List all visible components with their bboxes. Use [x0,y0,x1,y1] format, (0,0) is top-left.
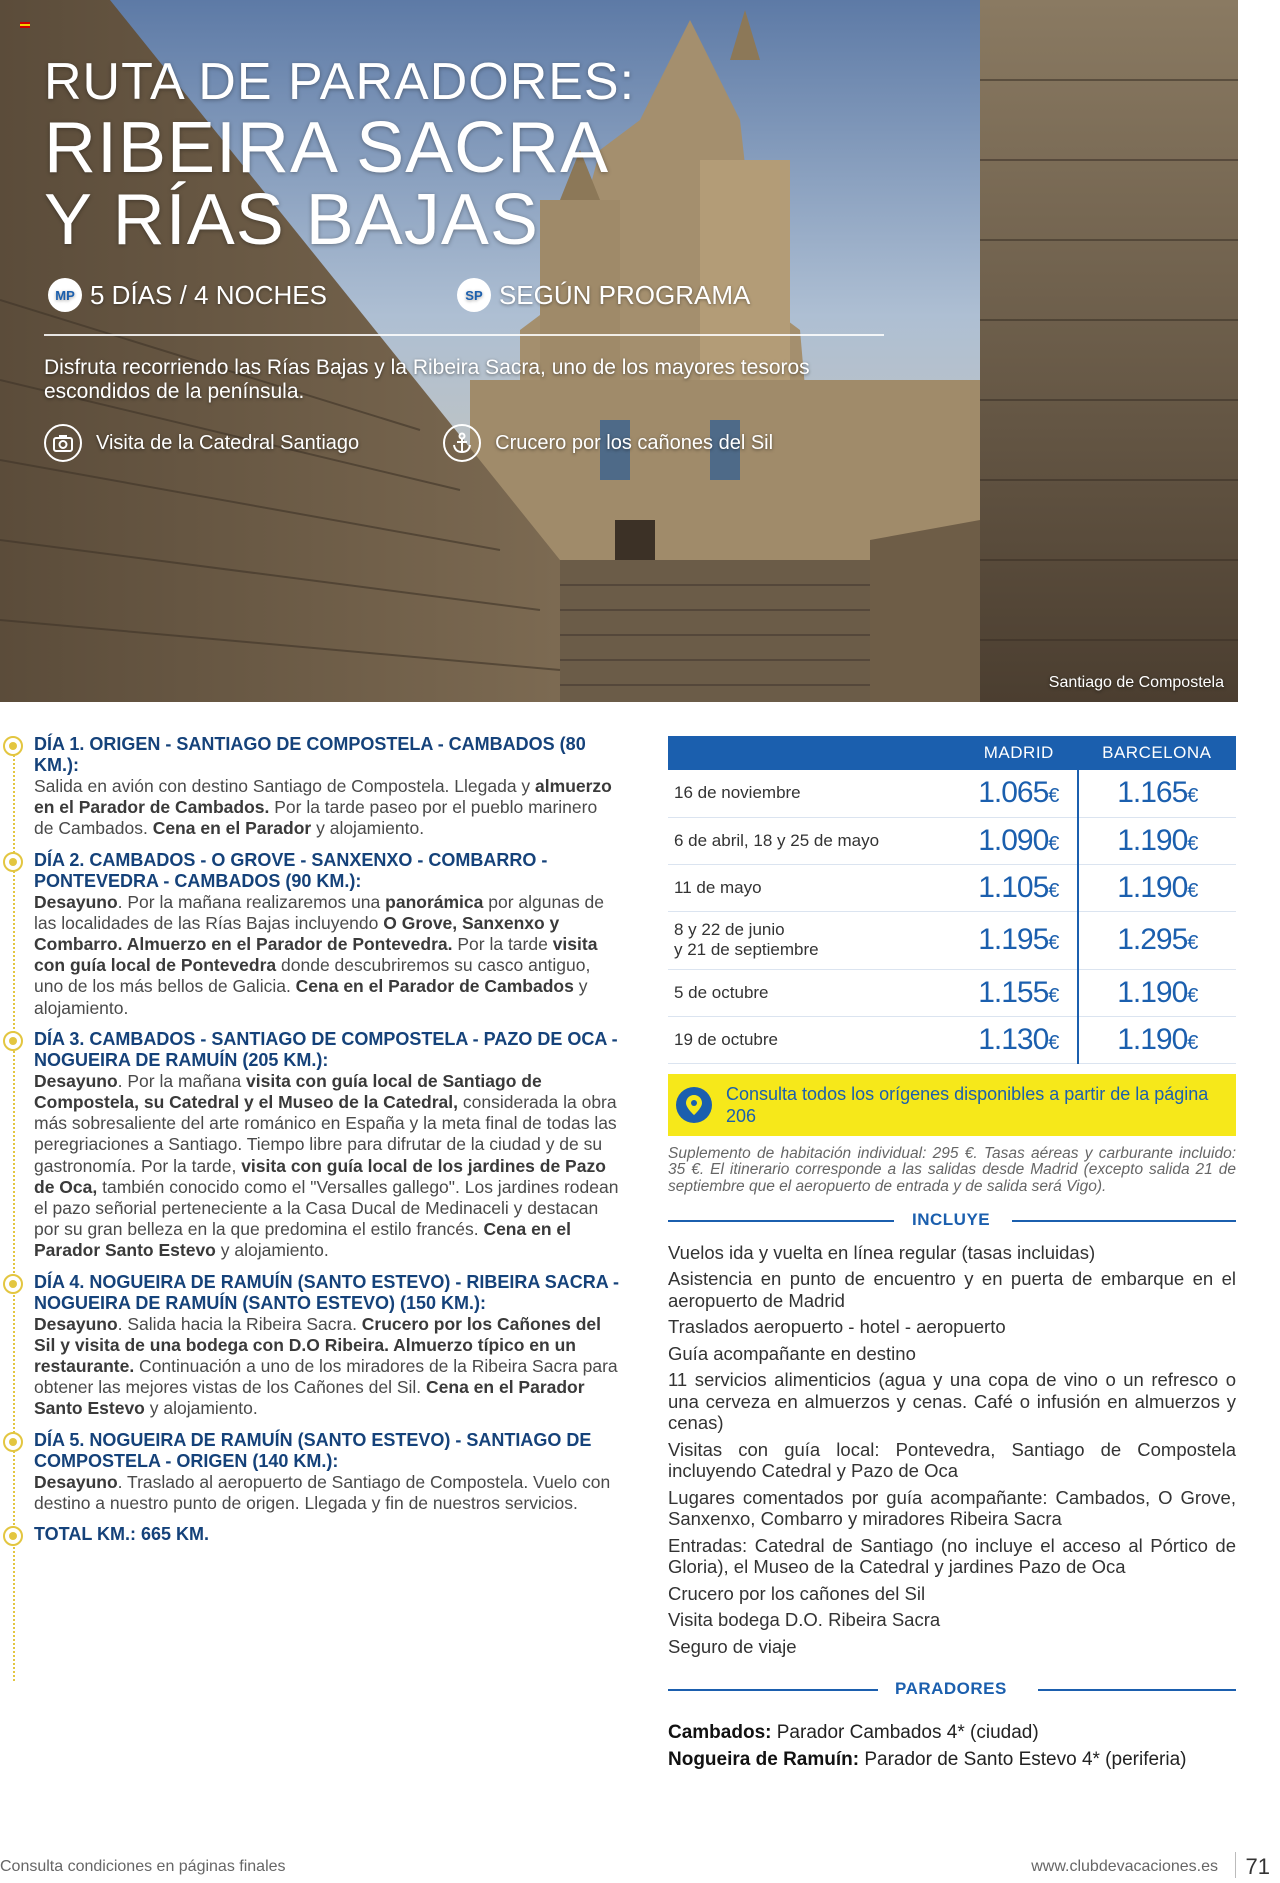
day-marker-icon [3,1274,23,1294]
day-2 [0,850,620,1019]
price-row [668,1016,1236,1063]
price-barcelona [1078,1016,1236,1063]
incluye-header [668,1210,1236,1232]
price-value: 1.295 [1117,923,1188,956]
day-text-segment: y alojamiento. [34,976,588,1018]
supplement-note: Suplemento de habitación individual: 295 €. Tasas aéreas y carburante incluido: 35 €. El itinerario corresponde a las salidas desde Madrid (excepto salida 21 de septiembre que el aeropuerto de entrada y de salida será Vigo). [668,1144,1236,1196]
currency-symbol: € [1187,1031,1198,1054]
day-text-segment: Desayuno [34,1471,118,1492]
title-line-1: RUTA DE PARADORES: [44,53,636,111]
included-item: 11 servicios alimenticios (agua y una copa de vino o un refresco o una cerveza en almuerzos y cenas. Café o infusión en almuerzos y cenas) [668,1369,1236,1434]
day-text-segment: por algunas de las localidades de las Rías Bajas incluyendo [34,891,605,933]
included-item: Visitas con guía local: Pontevedra, Santiago de Compostela incluyendo Catedral y Pazo de Oca [668,1438,1236,1482]
day-text-segment: Desayuno [34,891,118,912]
price-value: 1.165 [1117,776,1188,810]
day-text [34,776,620,840]
includes-list [668,1242,1236,1658]
header-rule [1012,1220,1236,1222]
hero-image [0,0,1238,702]
day-1 [0,734,620,840]
price-madrid [960,969,1078,1016]
parador-item [668,1746,1236,1773]
day-text-segment: visita con guía local de Pontevedra [34,934,598,976]
day-text-segment: O Grove, Sanxenxo y Combarro. Almuerzo en el Parador de Pontevedra. [34,912,560,955]
origins-info-box [668,1074,1236,1136]
trip-meta [48,278,750,312]
day-title: DÍA 4. NOGUEIRA DE RAMUÍN (SANTO ESTEVO) - RIBEIRA SACRA - NOGUEIRA DE RAMUÍN (SANTO ESTEVO) (150 KM.): [34,1271,620,1313]
price-barcelona [1078,969,1236,1016]
day-text [34,1314,620,1420]
included-item: Traslados aeropuerto - hotel - aeropuerto [668,1316,1006,1338]
price-barcelona [1078,817,1236,864]
day-marker-icon [3,1031,23,1051]
price-barcelona [1078,911,1236,969]
day-text-segment: Desayuno [34,1313,118,1334]
highlight-cruise [443,424,773,462]
highlight-cathedral [44,424,359,462]
day-text-segment: Cena en el Parador de Cambados [295,976,574,997]
day-text-segment: Desayuno [34,1070,118,1091]
price-madrid [960,817,1078,864]
photo-caption: Santiago de Compostela [1048,674,1224,691]
price-value: 1.130 [978,1022,1049,1056]
price-rows [668,770,1236,1063]
sp-badge: SP [457,278,491,312]
included-item: Vuelos ida y vuelta en línea regular (tasas incluidas) [668,1241,1096,1263]
day-text-segment: también conocido como el "Versalles gallego". Los jardines rodean el pazo señorial perteneciente a la Casa Ducal de Medinaceli y destacan por su gran belleza en la que predomina el estilo francés. [34,1176,619,1240]
day-text-segment: Cena en el Parador [152,818,312,839]
itinerary [0,734,620,1545]
hero-description: Disfruta recorriendo las Rías Bajas y la Ribeira Sacra, uno de los mayores tesoros escondidos de la península. [44,356,810,403]
total-km [0,1524,620,1545]
mp-badge: MP [48,278,82,312]
day-text-segment: y alojamiento. [215,1240,329,1261]
paradores-header [668,1679,1236,1701]
parador-place: Cambados: [668,1722,772,1744]
price-value: 1.190 [1117,1022,1188,1056]
day-text-segment: y alojamiento. [311,818,425,839]
day-text-segment: . Por la mañana [117,1070,247,1091]
location-pin-icon [676,1087,712,1123]
currency-symbol: € [1048,879,1059,902]
spain-flag-icon [20,22,30,28]
title-line-3: Y RÍAS BAJAS [44,180,539,260]
header-rule [1038,1689,1236,1691]
incluye-label: INCLUYE [912,1209,991,1229]
day-text-segment: Por la tarde [452,934,553,955]
paradores-list [668,1719,1236,1773]
price-row [668,864,1236,911]
price-madrid [960,1016,1078,1063]
madrid-column-header: MADRID [960,736,1078,770]
price-value: 1.065 [978,776,1049,810]
parador-hotel: Parador de Santo Estevo 4* (periferia) [859,1749,1187,1771]
parador-place: Nogueira de Ramuín: [668,1749,860,1771]
price-value: 1.190 [1117,975,1188,1009]
price-row [668,911,1236,969]
currency-symbol: € [1048,984,1059,1007]
included-item: Visita bodega D.O. Ribeira Sacra [668,1609,941,1631]
price-panel [668,736,1236,1773]
included-item: Seguro de viaje [668,1635,797,1657]
page-number: 71 [1245,1854,1270,1879]
day-text-segment: visita con guía local de Santiago de Compostela, su Catedral y el Museo de la Catedral, [34,1070,542,1113]
day-3 [0,1029,620,1262]
price-barcelona [1078,770,1236,817]
price-table [668,736,1236,1064]
footer-divider [1235,1852,1236,1878]
highlight-cathedral-text: Visita de la Catedral Santiago [96,431,360,454]
price-row [668,817,1236,864]
included-item: Crucero por los cañones del Sil [668,1582,926,1604]
footer [0,1846,1280,1883]
day-text-segment: Salida en avión con destino Santiago de Compostela. Llegada y [34,776,536,796]
origins-info-text: Consulta todos los orígenes disponibles a partir de la página 206 [726,1083,1209,1126]
day-text-segment: considerada la obra más sobresaliente del arte románico en España y la meta final de todas las peregriaciones a Santiago. Tiempo libre para difrutar de la ciudad y de su gastronomía. Por la tarde, [34,1092,617,1176]
included-item: Guía acompañante en destino [668,1342,916,1364]
total-km-text: TOTAL KM.: 665 KM. [34,1524,210,1545]
day-text-segment: panorámica [385,891,484,912]
barcelona-column-header: BARCELONA [1078,736,1236,770]
price-value: 1.195 [978,923,1049,956]
hero-title [44,52,636,260]
day-marker-icon [3,852,23,872]
day-marker-icon [3,1432,23,1452]
price-value: 1.155 [978,975,1049,1009]
departure-date: 16 de noviembre [668,770,960,817]
day-text-segment: Crucero por los Cañones del Sil y visita de una bodega con D.O Ribeira. Almuerzo típico en un restaurante. [34,1313,602,1377]
day-4 [0,1272,620,1420]
day-text-segment: visita con guía local de los jardines de Pazo de Oca, [34,1155,606,1197]
day-marker-icon [3,1526,23,1546]
day-text-segment: almuerzo en el Parador de Cambados. [34,776,612,818]
included-item: Asistencia en punto de encuentro y en puerta de embarque en el aeropuerto de Madrid [668,1268,1236,1311]
price-barcelona [1078,864,1236,911]
price-madrid [960,864,1078,911]
date-column-header [668,736,960,770]
footer-conditions: Consulta condiciones en páginas finales [0,1858,286,1875]
currency-symbol: € [1048,1031,1059,1054]
day-text-segment: Cena en el Parador Santo Estevo [34,1377,585,1419]
price-value: 1.190 [1117,870,1188,904]
highlight-cruise-text: Crucero por los cañones del Sil [495,431,774,454]
price-madrid [960,770,1078,817]
currency-symbol: € [1048,932,1059,954]
currency-symbol: € [1187,984,1198,1007]
price-value: 1.190 [1117,823,1188,857]
day-title: DÍA 5. NOGUEIRA DE RAMUÍN (SANTO ESTEVO) - SANTIAGO DE COMPOSTELA - ORIGEN (140 KM.): [34,1429,592,1471]
day-title: DÍA 1. ORIGEN - SANTIAGO DE COMPOSTELA - CAMBADOS (80 KM.): [34,734,586,775]
meal-plan-text: SEGÚN PROGRAMA [498,279,751,310]
price-madrid [960,911,1078,969]
price-row [668,770,1236,817]
day-title: DÍA 3. CAMBADOS - SANTIAGO DE COMPOSTELA - PAZO DE OCA - NOGUEIRA DE RAMUÍN (205 KM.): [34,1028,618,1070]
title-line-2: RIBEIRA SACRA [44,108,610,188]
currency-symbol: € [1187,879,1198,902]
highlights [44,424,773,462]
included-item: Entradas: Catedral de Santiago (no incluye el acceso al Pórtico de Gloria), el Museo de la Catedral y jardines Pazo de Oca [668,1534,1236,1578]
day-5 [0,1430,620,1514]
day-text [34,1472,620,1514]
departure-date: 11 de mayo [668,864,960,911]
price-row [668,969,1236,1016]
departure-date: 5 de octubre [668,969,960,1016]
day-text-segment: y alojamiento. [144,1398,258,1419]
paradores-label: PARADORES [895,1679,1007,1699]
header-rule [668,1220,894,1222]
footer-website-link[interactable]: www.clubdevacaciones.es [1031,1858,1218,1875]
day-text [34,1071,620,1262]
day-marker-icon [3,736,23,756]
day-text-segment: Continuación a uno de los miradores de la Ribeira Sacra para obtener las mejores vistas de los Cañones del Sil. [34,1356,618,1398]
departure-date: 19 de octubre [668,1016,960,1063]
price-value: 1.090 [978,823,1049,857]
duration [48,278,327,312]
departure-date: 6 de abril, 18 y 25 de mayo [668,817,960,864]
day-text-segment: . Traslado al aeropuerto de Santiago de Compostela. Vuelo con destino a nuestro punto de origen. Llegada y fin de nuestros servicios. [34,1471,611,1513]
hero-divider [44,334,884,336]
day-title: DÍA 2. CAMBADOS - O GROVE - SANXENXO - COMBARRO - PONTEVEDRA - CAMBADOS (90 KM.): [34,849,548,891]
day-text-segment: donde descubriremos su casco antiguo, uno de los más bellos de Galicia. [34,955,591,997]
day-text-segment: . Por la mañana realizaremos una [117,891,386,912]
day-text-segment: Por la tarde paseo por el pueblo marinero de Cambados. [34,797,598,839]
currency-symbol: € [1187,785,1198,808]
currency-symbol: € [1048,785,1059,808]
day-text-segment: Cena en el Parador Santo Estevo [34,1219,571,1261]
day-text-segment: . Salida hacia la Ribeira Sacra. [117,1313,362,1334]
currency-symbol: € [1187,932,1198,954]
parador-item [668,1719,1236,1746]
camera-icon [44,424,82,462]
currency-symbol: € [1048,832,1059,855]
parador-hotel: Parador Cambados 4* (ciudad) [771,1722,1039,1744]
meal-plan [457,278,750,312]
included-item: Lugares comentados por guía acompañante: Cambados, O Grove, Sanxenxo, Combarro y miradores Ribeira Sacra [668,1486,1236,1530]
day-text [34,892,620,1019]
price-value: 1.105 [978,870,1049,904]
currency-symbol: € [1187,832,1198,855]
duration-text: 5 DÍAS / 4 NOCHES [90,279,327,310]
departure-date: 8 y 22 de junio y 21 de septiembre [668,911,960,969]
anchor-icon [443,424,481,462]
header-rule [668,1689,878,1691]
